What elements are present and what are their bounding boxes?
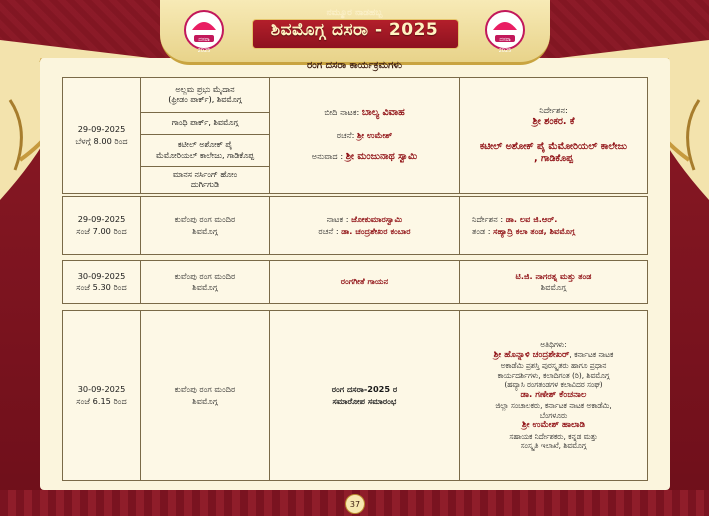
- program-label: ಬೀದಿ ನಾಟಕ:: [324, 107, 362, 118]
- date-time-cell: [63, 78, 141, 193]
- director-cell: [460, 197, 647, 254]
- program-name: ಬಾಲ್ಯ ವಿವಾಹ: [361, 107, 405, 119]
- program-cell: [270, 261, 460, 303]
- pre-title: ನಮ್ಮೂರ ನಾಡಹಬ್ಬ: [326, 8, 383, 18]
- guest-desc: ಅಕಾಡೆಮಿ ಪ್ರಶಸ್ತಿ ಪುರಸ್ಕೃತರು ಹಾಗೂ ಪ್ರಧಾನ ಕಾರ್ಯದರ್ಶಿಗಳು, ಕಲಾದಿಗಂತ (ರಿ), ಶಿವಮೊಗ್ಗ (ಹವ್ಯಾಸಿ ರಂಗತಂಡಗಳ ಕಲಾವಿದರ ಸಂಘ): [497, 361, 610, 390]
- translator-name: ಶ್ರೀ ಮಂಜುನಾಥ ಸ್ವಾಮಿ: [345, 151, 418, 163]
- venue-cell: ಕುವೆಂಪು ರಂಗ ಮಂದಿರ ಶಿವಮೊಗ್ಗ: [141, 311, 270, 480]
- schedule-row: [62, 196, 648, 255]
- guest-desc-inline: , ಕರ್ನಾಟಕ ನಾಟಕ: [569, 349, 614, 359]
- guest-desc: ಸಹಾಯಕ ನಿರ್ದೇಶಕರು, ಕನ್ನಡ ಮತ್ತು ಸಂಸ್ಕೃತಿ ಇಲಾಖೆ, ಶಿವಮೊಗ್ಗ: [509, 431, 598, 451]
- writer-name: ಡಾ. ಚಂದ್ರಶೇಖರ ಕಂಬಾರ: [341, 225, 411, 236]
- venue-cell: ಕುವೆಂಪು ರಂಗ ಮಂದಿರ ಶಿವಮೊಗ್ಗ: [141, 261, 270, 303]
- schedule-row: [62, 310, 648, 481]
- performer-name: ಟಿ.ಜಿ. ನಾಗರತ್ನ ಮತ್ತು ತಂಡ: [515, 270, 592, 281]
- time: ಸಂಜೆ 6.15 ರಿಂದ: [76, 395, 127, 406]
- troupe-name: ಸಹ್ಯಾದ್ರಿ ಕಲಾ ತಂಡ, ಶಿವಮೊಗ್ಗ: [493, 225, 576, 236]
- time: ಬೆಳಗ್ಗೆ 8.00 ರಿಂದ: [75, 135, 128, 146]
- date: 30-09-2025: [77, 270, 126, 281]
- director-name: ಡಾ. ಲವ ಜಿ.ಆರ್.: [505, 214, 558, 225]
- director-name: ಶ್ರೀ ಶಂಕರ. ಕೆ: [532, 115, 575, 127]
- play-name: ಜೋಕುಮಾರಸ್ವಾಮಿ: [351, 214, 403, 225]
- guests-cell: [460, 311, 647, 480]
- svg-text:ದಸರಾ: ದಸರಾ: [499, 37, 511, 43]
- svg-text:2025: 2025: [498, 48, 512, 54]
- svg-text:2025: 2025: [197, 48, 211, 54]
- guest-desc: ಜಿಲ್ಲಾ ಸಂಚಾಲಕರು, ಕರ್ನಾಟಕ ನಾಟಕ ಅಕಾಡೆಮಿ, ಬೆಂಗಳೂರು: [495, 401, 612, 420]
- guests-label: ಅತಿಥಿಗಳು:: [540, 340, 567, 350]
- venue-cell: ಕುವೆಂಪು ರಂಗ ಮಂದಿರ ಶಿವಮೊಗ್ಗ: [141, 197, 270, 254]
- program-name: ರಂಗಗೀತೆ ಗಾಯನ: [340, 276, 389, 287]
- schedule-row: [62, 77, 648, 194]
- venue-item: ಗಾಂಧಿ ಪಾರ್ಕ್, ಶಿವಮೊಗ್ಗ: [141, 113, 270, 135]
- guest-name: ಡಾ. ಗಣೇಶ್ ಕೆಂಚನಾಲ: [520, 389, 587, 400]
- institution-place: , ಗಾಡಿಕೊಪ್ಪ: [534, 153, 573, 165]
- date-time-cell: [63, 197, 141, 254]
- date: 29-09-2025: [77, 214, 126, 225]
- time: ಸಂಜೆ 5.30 ರಿಂದ: [76, 282, 127, 292]
- date: 29-09-2025: [77, 124, 126, 135]
- time: ಸಂಜೆ 7.00 ರಿಂದ: [76, 225, 127, 236]
- venue-item: ಮಾನಸ ನರ್ಸಿಂಗ್ ಹೋಂ ದುರ್ಗಿಗುಡಿ: [141, 167, 270, 193]
- program-name: ರಂಗ ದಸರಾ-2025 ರ ಸಮಾರೋಪ ಸಮಾರಂಭ: [270, 311, 460, 480]
- director-cell: [460, 78, 647, 193]
- section-subtitle: ರಂಗ ದಸರಾ ಕಾರ್ಯಕ್ರಮಗಳು: [306, 60, 403, 71]
- date-time-cell: [63, 261, 141, 303]
- institution-name: ಕಟೀಲ್ ಅಶೋಕ್ ಪೈ ಮೆಮೋರಿಯಲ್ ಕಾಲೇಜು: [479, 140, 628, 152]
- translation-label: ಅನುವಾದ :: [311, 151, 346, 162]
- performer-place: ಶಿವಮೊಗ್ಗ: [540, 282, 567, 292]
- guest-name: ಶ್ರೀ ಉಮೇಶ್ ಹಾಲಾಡಿ: [522, 420, 585, 431]
- play-label: ನಾಟಕ :: [326, 214, 352, 225]
- venue-item: ಕಟೀಲ್ ಅಶೋಕ್ ಪೈ ಮೆಮೋರಿಯಲ್ ಕಾಲೇಜು, ಗಾಡಿಕೊಪ್ಪ: [141, 135, 270, 167]
- program-cell: [270, 197, 460, 254]
- program-cell: [270, 78, 460, 193]
- troupe-label: ತಂಡ :: [472, 225, 494, 236]
- schedule-row: [62, 260, 648, 304]
- writer-label: ರಚನೆ:: [336, 129, 357, 140]
- page-number: 37: [345, 494, 365, 514]
- director-label: ನಿರ್ದೇಶನ:: [539, 104, 568, 115]
- page-title: ಶಿವಮೊಗ್ಗ ದಸರಾ - 2025: [270, 20, 439, 40]
- svg-text:ದಸರಾ: ದಸರಾ: [198, 37, 210, 43]
- date-time-cell: [63, 311, 141, 480]
- guest-name: ಶ್ರೀ ಹೊನ್ನಾಳಿ ಚಂದ್ರಶೇಖರ್: [493, 349, 570, 360]
- performer-cell: [460, 261, 647, 303]
- date: 30-09-2025: [77, 384, 126, 395]
- venue-item: ಅಲ್ಲಮ ಪ್ರಭು ಮೈದಾನ (ಫ್ರೀಡಂ ಪಾರ್ಕ್), ಶಿವಮೊಗ್ಗ: [141, 78, 270, 113]
- writer-label: ರಚನೆ :: [318, 225, 342, 236]
- director-label: ನಿರ್ದೇಶನ :: [472, 214, 506, 225]
- writer-name: ಶ್ರೀ ಉಮೇಶ್: [356, 129, 393, 140]
